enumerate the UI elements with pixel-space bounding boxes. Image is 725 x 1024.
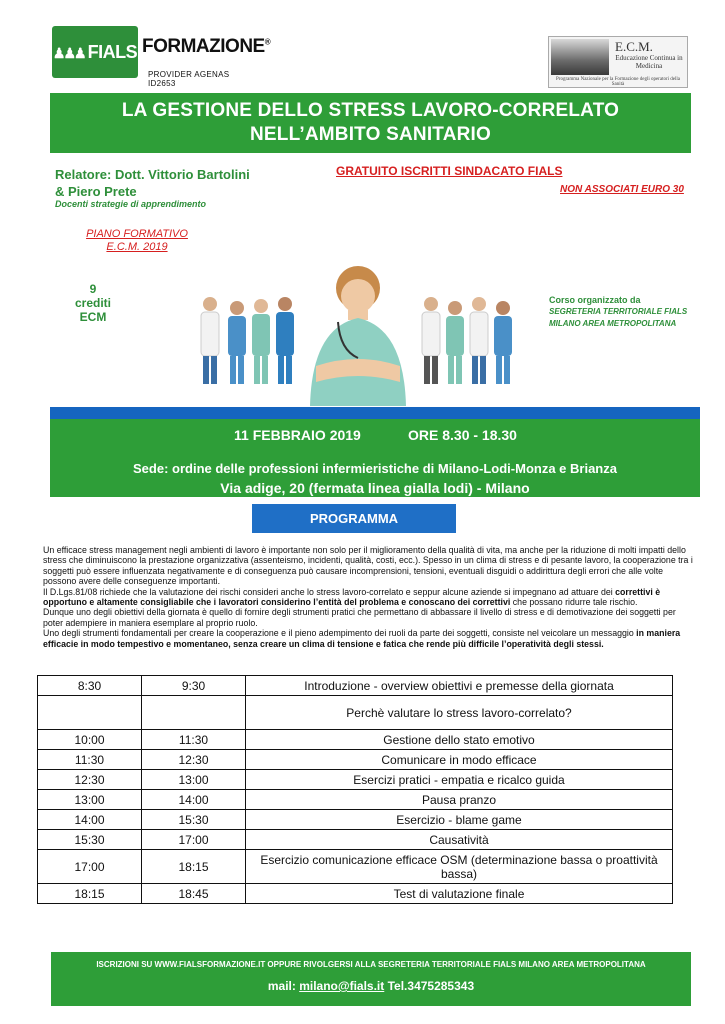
row-topic: Esercizi pratici - empatia e ricalco guida bbox=[246, 770, 673, 790]
row-start-time: 8:30 bbox=[38, 676, 142, 696]
schedule-table bbox=[37, 675, 673, 904]
row-start-time: 11:30 bbox=[38, 750, 142, 770]
ecm-logo bbox=[548, 36, 688, 88]
row-start-time: 15:30 bbox=[38, 830, 142, 850]
speaker: Relatore: Dott. Vittorio Bartolini & Piero Prete bbox=[55, 167, 250, 199]
row-start-time: 13:00 bbox=[38, 790, 142, 810]
medical-staff-illustration bbox=[188, 266, 528, 406]
intro-paragraph-3: Dunque uno degli obiettivi della giornata è quello di fornire degli strumenti pratici che permettano di abbassare il livello di stress e di demotivazione dei soggetti per poter adempiere in maniera esemplare al proprio ruolo. bbox=[43, 607, 676, 628]
table-row bbox=[38, 810, 673, 830]
ecm-title: E.C.M. bbox=[615, 39, 653, 54]
registered-icon: ® bbox=[264, 37, 271, 47]
footer-contacts bbox=[51, 979, 691, 993]
table-row bbox=[38, 850, 673, 884]
intro-paragraph-2 bbox=[43, 587, 698, 608]
intro-paragraph-1: Un efficace stress management negli ambienti di lavoro è importante non solo per il miglioramento della qualità di vita, ma anche per la riduzione di molti impatti dello stress che diminuiscono la prestazione organizzativa (assenteismo, incidenti, qualità, costi, ecc.). Spesso in un clima di stress e di pesante lavoro, la cooperazione tra i soggetti può essere influenzata negativamente e di conseguenza può causare incomprensioni, tensioni, eventuali disguidi o addirittura degli errori che alle volte possono avere delle conseguenze importanti. bbox=[43, 545, 693, 587]
table-row bbox=[38, 830, 673, 850]
speaker-role: Docenti strategie di apprendimento bbox=[55, 199, 207, 209]
row-topic: Introduzione - overview obiettivi e premesse della giornata bbox=[246, 676, 673, 696]
event-date: 11 FEBBRAIO 2019 bbox=[234, 427, 361, 443]
row-topic: Esercizio comunicazione efficace OSM (determinazione bassa o proattività bassa) bbox=[246, 850, 673, 884]
ecm-subtitle: Educazione Continua in Medicina bbox=[615, 54, 683, 70]
organizer-label: Corso organizzato da bbox=[549, 295, 641, 305]
row-topic: Gestione dello stato emotivo bbox=[246, 730, 673, 750]
fials-logo-mark bbox=[52, 26, 138, 78]
row-end-time: 15:30 bbox=[142, 810, 246, 830]
table-row bbox=[38, 676, 673, 696]
intro-paragraph-4 bbox=[43, 628, 698, 649]
row-topic: Test di valutazione finale bbox=[246, 884, 673, 904]
blue-divider bbox=[50, 407, 700, 419]
credits-label: crediti bbox=[74, 296, 111, 310]
table-row bbox=[38, 790, 673, 810]
nurse-icon bbox=[310, 266, 406, 406]
email-link[interactable]: milano@fials.it bbox=[299, 979, 385, 993]
table-row bbox=[38, 750, 673, 770]
intro-p4-b: in maniera efficacie in modo tempestivo e momentaneo, senza creare un clima di tensione e fatica che rende più difficile l’operatività degli stessi. bbox=[43, 628, 681, 649]
row-end-time: 11:30 bbox=[142, 730, 246, 750]
intro-p2-c: che possano ridurre tale rischio. bbox=[510, 597, 638, 608]
row-topic: Perchè valutare lo stress lavoro-correlato? bbox=[246, 696, 673, 730]
row-start-time: 17:00 bbox=[38, 850, 142, 884]
free-for-members: GRATUITO ISCRITTI SINDACATO FIALS bbox=[336, 164, 563, 178]
row-end-time: 13:00 bbox=[142, 770, 246, 790]
row-topic: Esercizio - blame game bbox=[246, 810, 673, 830]
table-row bbox=[38, 730, 673, 750]
training-plan-line-2: E.C.M. 2019 bbox=[106, 241, 168, 253]
row-start-time: 18:15 bbox=[38, 884, 142, 904]
organizer bbox=[549, 294, 687, 330]
credits-ecm: ECM bbox=[79, 310, 107, 324]
row-end-time: 14:00 bbox=[142, 790, 246, 810]
credits-number: 9 bbox=[89, 282, 97, 296]
row-topic: Causatività bbox=[246, 830, 673, 850]
training-plan-line-1: PIANO FORMATIVO bbox=[86, 228, 188, 240]
row-end-time: 17:00 bbox=[142, 830, 246, 850]
program-label: PROGRAMMA bbox=[252, 504, 456, 533]
row-topic: Comunicare in modo efficace bbox=[246, 750, 673, 770]
intro-text bbox=[43, 545, 698, 649]
organizer-line-2: MILANO AREA METROPOLITANA bbox=[549, 319, 677, 328]
title-banner bbox=[50, 93, 691, 153]
table-row bbox=[38, 884, 673, 904]
ecm-footer: Programma Nazionale per la Formazione degli operatori della Sanità bbox=[556, 77, 680, 87]
title-line-2: NELL’AMBITO SANITARIO bbox=[250, 124, 491, 145]
logo-word bbox=[142, 36, 270, 58]
people-icon: ♟♟♟ bbox=[52, 45, 85, 61]
ecm-credits bbox=[68, 282, 118, 324]
row-start-time: 10:00 bbox=[38, 730, 142, 750]
non-associates-price: NON ASSOCIATI EURO 30 bbox=[560, 184, 684, 195]
event-time: ORE 8.30 - 18.30 bbox=[408, 427, 517, 443]
row-start-time: 12:30 bbox=[38, 770, 142, 790]
schedule-body bbox=[38, 676, 673, 904]
intro-p4-a: Uno degli strumenti fondamentali per creare la cooperazione e il pieno adempimento dei ruoli da parte dei soggetti, consiste nel veicolare un messaggio bbox=[43, 628, 637, 639]
event-address: Via adige, 20 (fermata linea gialla lodi) - Milano bbox=[220, 480, 530, 496]
event-venue: Sede: ordine delle professioni infermieristiche di Milano-Lodi-Monza e Brianza bbox=[133, 461, 617, 476]
table-row bbox=[38, 770, 673, 790]
event-info-bar bbox=[50, 419, 700, 497]
footer bbox=[51, 952, 691, 1006]
logo-word-text: FORMAZIONE bbox=[142, 36, 265, 57]
row-end-time: 18:45 bbox=[142, 884, 246, 904]
ecm-photo-icon bbox=[551, 39, 609, 75]
phone-number: Tel.3475285343 bbox=[387, 979, 475, 993]
mail-label: mail: bbox=[267, 979, 296, 993]
row-end-time: 12:30 bbox=[142, 750, 246, 770]
row-topic: Pausa pranzo bbox=[246, 790, 673, 810]
fials-logo bbox=[52, 26, 271, 88]
training-plan bbox=[82, 228, 192, 254]
row-start-time bbox=[38, 696, 142, 730]
row-start-time: 14:00 bbox=[38, 810, 142, 830]
provider-id: PROVIDER AGENAS ID2653 bbox=[148, 70, 230, 88]
table-row bbox=[38, 696, 673, 730]
row-end-time bbox=[142, 696, 246, 730]
title-line-1: LA GESTIONE DELLO STRESS LAVORO-CORRELATO bbox=[121, 100, 620, 121]
intro-p2-b: correttivi è opportuno e altamente consigliabile che i lavoratori considerino l’entità del problema e conoscano dei correttivi bbox=[43, 586, 661, 608]
row-end-time: 9:30 bbox=[142, 676, 246, 696]
organizer-line-1: SEGRETERIA TERRITORIALE FIALS bbox=[549, 307, 688, 316]
intro-p2-a: Il D.Lgs.81/08 richiede che la valutazione dei rischi consideri anche lo stress lavoro-correlato e seppur alcune aziende si impegnano ad attuare dei bbox=[43, 586, 616, 597]
row-end-time: 18:15 bbox=[142, 850, 246, 884]
logo-mark-text: FIALS bbox=[87, 42, 138, 62]
footer-registration: ISCRIZIONI SU WWW.FIALSFORMAZIONE.IT OPPURE RIVOLGERSI ALLA SEGRETERIA TERRITORIALE FIALS MILANO AREA METROPOLITANA bbox=[96, 960, 646, 969]
